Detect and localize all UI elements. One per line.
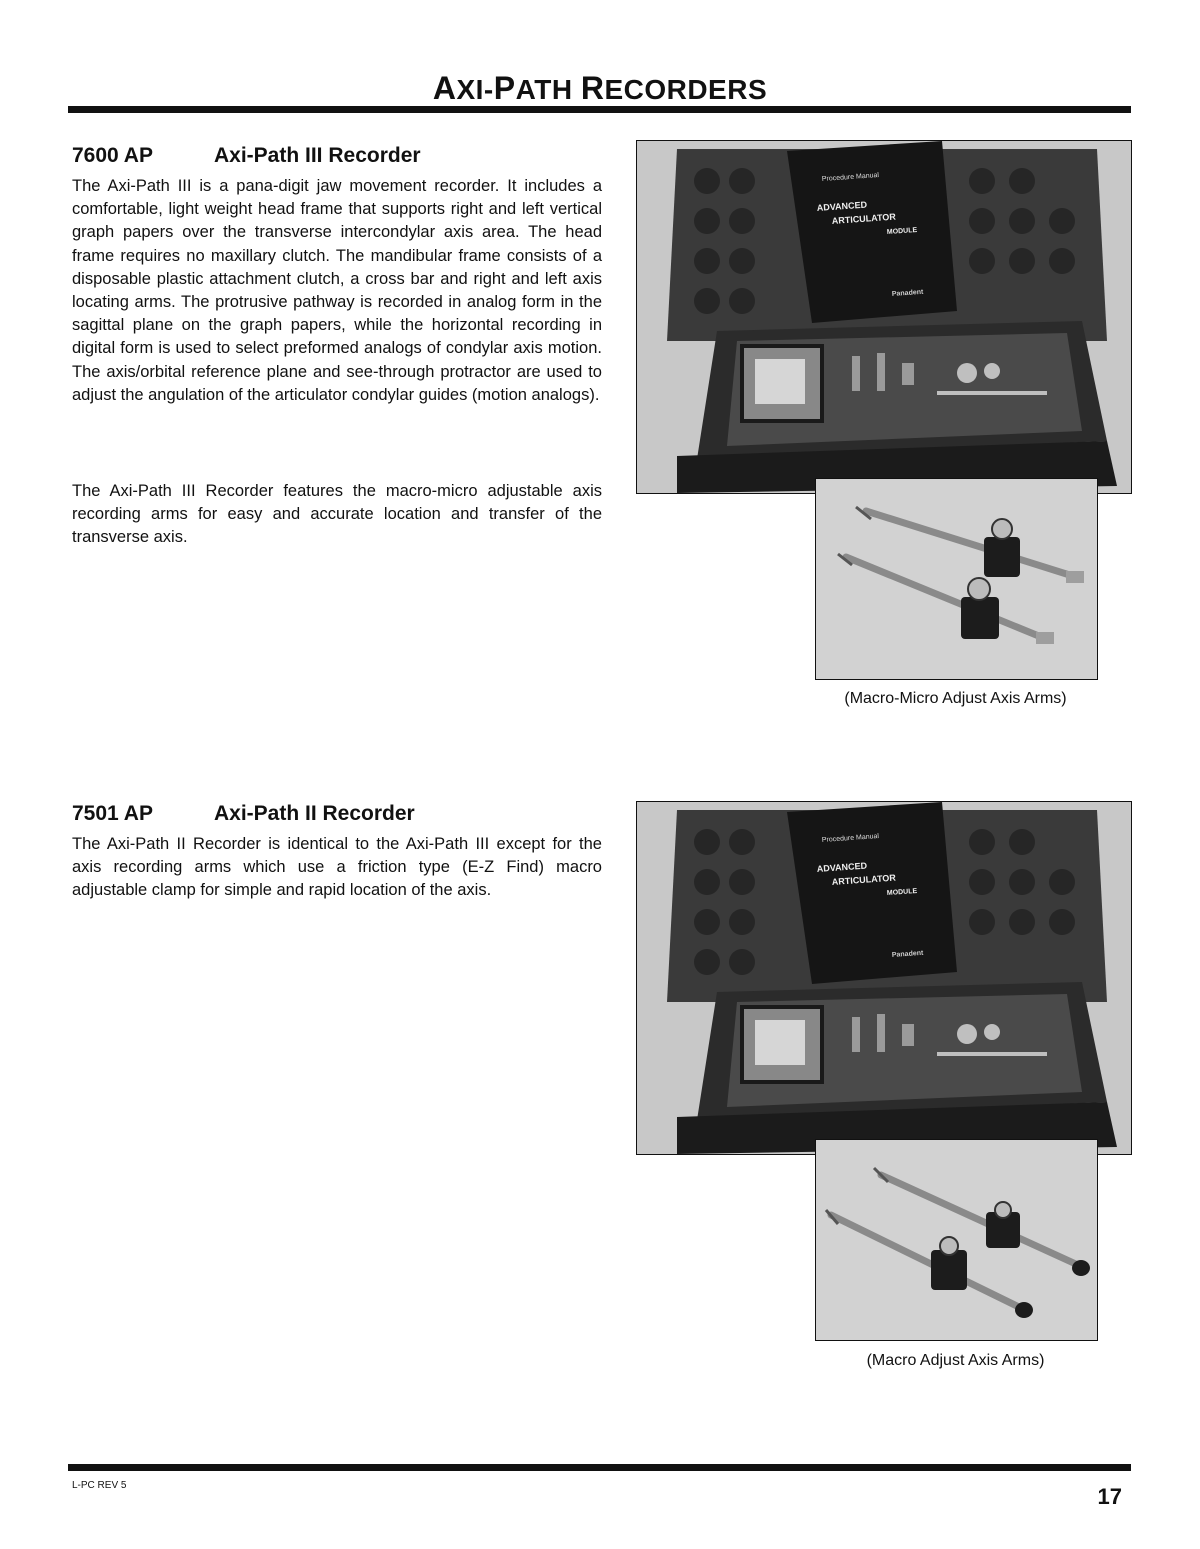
page-number: 17 [1097, 1484, 1122, 1509]
title-text: ECORDERS [604, 74, 768, 105]
title-text: ATH [515, 74, 581, 105]
product-heading-7501 [72, 802, 415, 826]
title-initial: R [580, 70, 605, 106]
product-code: 7501 AP [72, 802, 153, 825]
manual-label: MODULE [886, 226, 918, 236]
manual-label: ADVANCED [816, 199, 868, 213]
figure-caption: (Macro Adjust Axis Arms) [866, 1352, 1045, 1369]
manual-label: ADVANCED [816, 860, 868, 874]
manual-label: ARTICULATOR [831, 211, 897, 226]
header-rule [68, 106, 1131, 113]
manual-label: Procedure Manual [821, 833, 880, 844]
recorder-kit-photo [636, 140, 1132, 494]
product-heading-7600 [72, 144, 421, 168]
product-description: The Axi-Path II Recorder is identical to the Axi-Path III except for the axis recording arms which use a friction type (E-Z Find) macro adjustable clamp for simple and rapid location of the axis. [72, 835, 602, 900]
figure-caption: (Macro-Micro Adjust Axis Arms) [844, 690, 1067, 707]
footer-rule [68, 1464, 1131, 1471]
manual-label: ARTICULATOR [831, 872, 897, 887]
product-name: Axi-Path II Recorder [214, 802, 415, 825]
revision-code: L-PC REV 5 [72, 1480, 127, 1491]
manual-label: Panadent [891, 288, 924, 298]
manual-label: Procedure Manual [821, 172, 880, 183]
recorder-kit-photo [636, 801, 1132, 1155]
product-code: 7600 AP [72, 144, 153, 167]
manual-label: Panadent [891, 949, 924, 959]
title-initial: P [493, 70, 516, 106]
manual-label: MODULE [886, 887, 918, 897]
product-description: The Axi-Path III Recorder features the macro-micro adjustable axis recording arms for easy and accurate location and transfer of the transverse axis. [72, 482, 602, 547]
product-name: Axi-Path III Recorder [214, 144, 421, 167]
page-title [70, 70, 1130, 107]
axis-arms-photo [815, 478, 1098, 680]
axis-arms-photo [815, 1139, 1098, 1341]
title-initial: A [432, 70, 457, 106]
product-description: The Axi-Path III is a pana-digit jaw movement recorder. It includes a comfortable, light weight head frame that supports right and left vertical graph papers over the transverse intercondylar axis area. The head frame requires no maxillary clutch. The mandibular frame consists of a disposable plastic attachment clutch, a cross bar and right and left axis locating arms. The protrusive pathway is recorded in analog form in the sagittal plane on the graph papers, while the horizontal recording in digital form is used to select preformed analogs of condylar axis motion. The axis/orbital reference plane and see-through protractor are used to adjust the angulation of the articulator condylar guides (motion analogs). [72, 177, 602, 404]
title-text: XI- [456, 74, 494, 105]
